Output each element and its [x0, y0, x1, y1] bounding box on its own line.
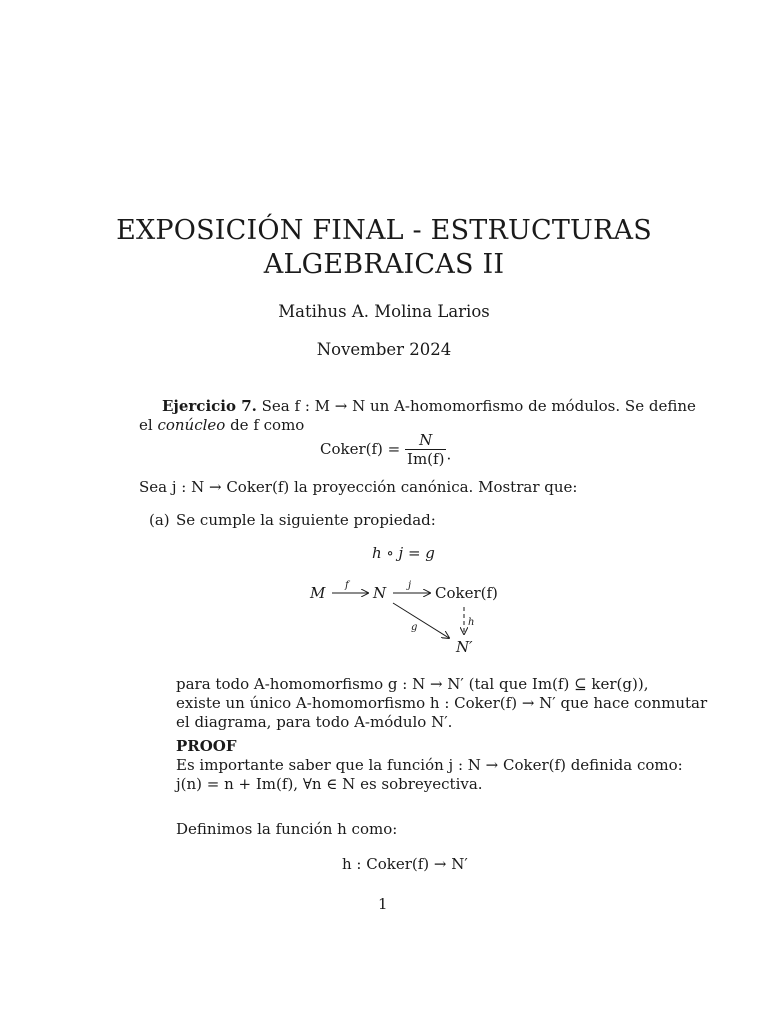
after-diagram-line-1: para todo A-homomorfismo g : N → N′ (tal que Im(f) ⊆ ker(g)), [176, 675, 649, 693]
coker-lhs: Coker(f) = [320, 440, 401, 458]
author: Matihus A. Molina Larios [278, 302, 490, 321]
title-line-2: ALGEBRAICAS II [263, 249, 505, 280]
node-Nprime: N′ [456, 638, 473, 656]
exercise-line-2-pre: el [139, 416, 158, 434]
exercise-line-2-post: de f como [225, 416, 305, 434]
coker-fraction [405, 431, 446, 468]
proof-line-1: Es importante saber que la función j : N → Coker(f) definida como: [176, 756, 683, 774]
node-N: N [373, 584, 387, 602]
coker-numerator: N [405, 431, 446, 450]
exercise-heading: Ejercicio 7. [162, 397, 257, 415]
exercise-line-2 [139, 416, 304, 435]
date: November 2024 [316, 340, 452, 359]
composition-equation: h ∘ j = g [372, 544, 435, 562]
exercise-line-1 [162, 397, 696, 416]
after-diagram-line-3: el diagrama, para todo A-módulo N′. [176, 713, 453, 731]
coker-period: . [446, 445, 452, 464]
coker-denominator: Im(f) [407, 450, 445, 468]
arrow-g [393, 603, 449, 638]
proof-line-3: Definimos la función h como: [176, 820, 398, 838]
label-f: f [345, 580, 349, 591]
coker-equation [320, 431, 451, 468]
item-a-text: Se cumple la siguiente propiedad: [176, 511, 436, 529]
exercise-line-1-text: Sea f : M → N un A-homomorfismo de módulos. Se define [261, 397, 696, 415]
conucleo-term: conúcleo [157, 416, 226, 434]
proof-heading: PROOF [176, 737, 237, 755]
label-j: j [408, 580, 412, 591]
proof-line-2: j(n) = n + Im(f), ∀n ∈ N es sobreyectiva. [176, 775, 483, 793]
sea-line: Sea j : N → Coker(f) la proyección canónica. Mostrar que: [139, 478, 578, 496]
after-diagram-line-2: existe un único A-homomorfismo h : Coker(f) → N′ que hace conmutar [176, 694, 708, 712]
h-definition: h : Coker(f) → N′ [342, 855, 468, 873]
commutative-diagram [0, 570, 768, 660]
node-coker: Coker(f) [435, 584, 498, 602]
node-M: M [310, 584, 326, 602]
title-line-1: EXPOSICIÓN FINAL - ESTRUCTURAS [116, 215, 652, 246]
item-a-label: (a) [149, 511, 170, 529]
label-h: h [468, 617, 475, 628]
page-number: 1 [378, 895, 388, 913]
label-g: g [411, 622, 418, 633]
